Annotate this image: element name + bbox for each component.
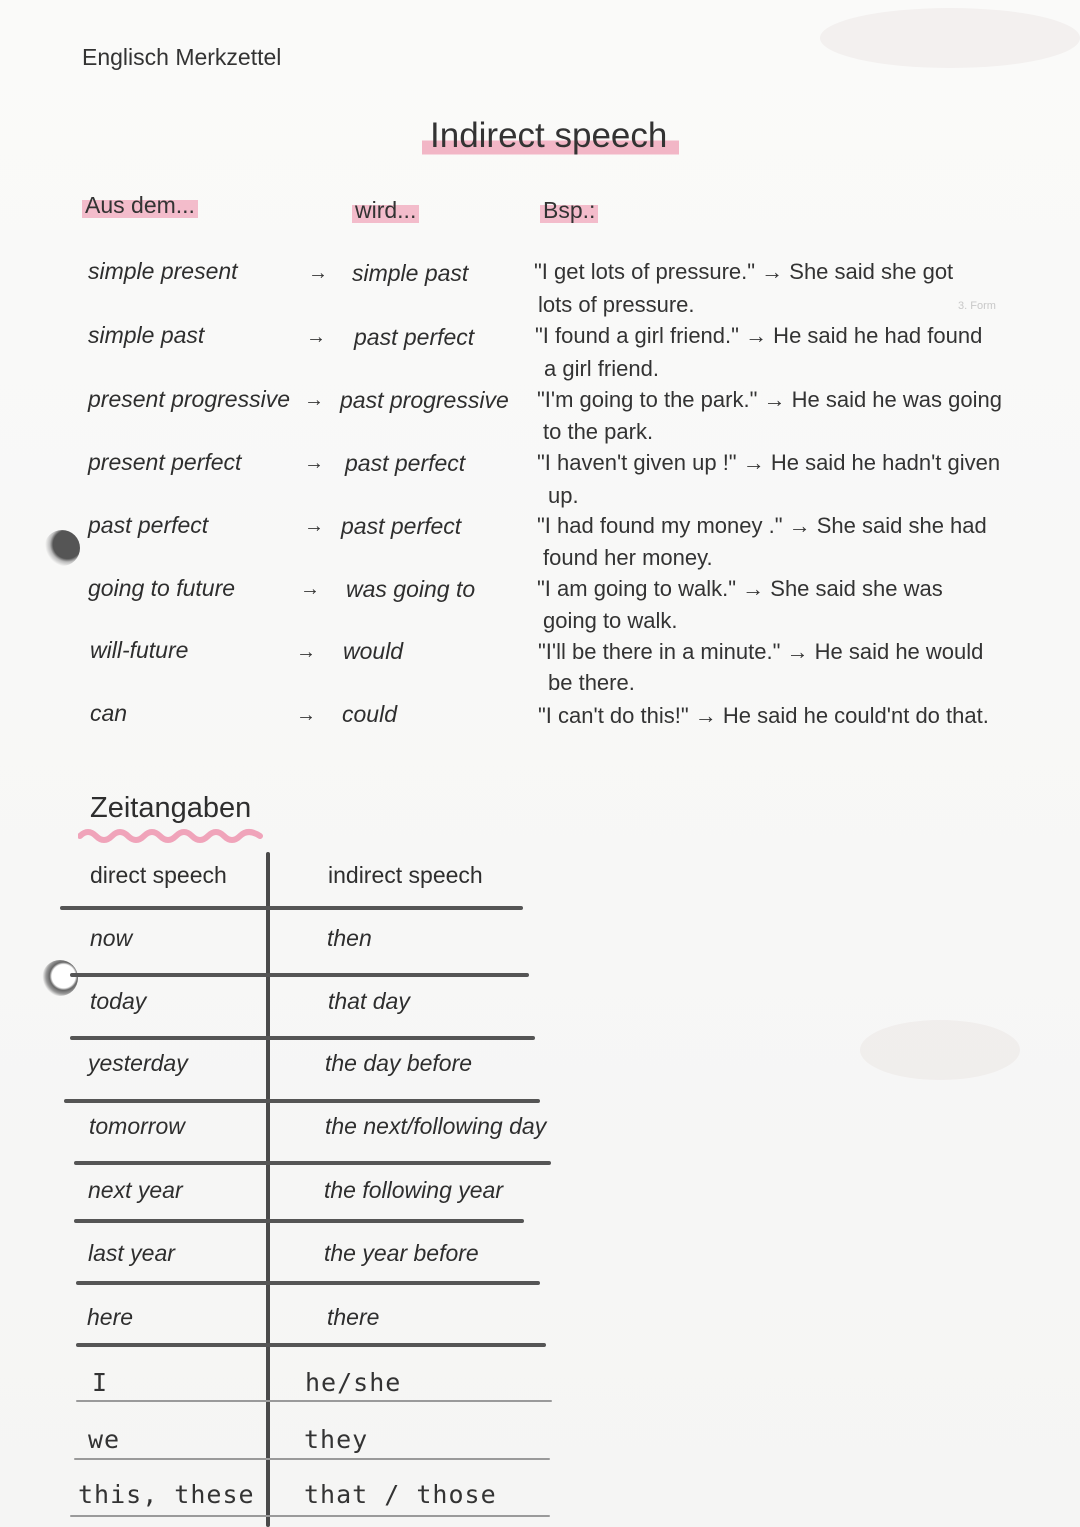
example-line: to the park.	[543, 419, 654, 444]
tense-from: past perfect	[88, 512, 209, 538]
table-rule	[76, 1343, 546, 1347]
pink-squiggle-underline	[78, 826, 264, 846]
header-note: Englisch Merkzettel	[82, 44, 282, 70]
arrow-icon: →	[306, 326, 326, 348]
table-cell-indirect: he/she	[305, 1368, 402, 1397]
table-cell-direct: yesterday	[88, 1050, 188, 1076]
table-rule	[74, 1458, 550, 1460]
paper-smudge	[820, 8, 1080, 68]
punch-hole-icon	[44, 530, 80, 566]
table-cell-indirect: that day	[328, 988, 410, 1014]
tense-to: past progressive	[340, 387, 509, 413]
table-rule	[64, 1099, 540, 1103]
example-line: "I get lots of pressure." → She said she got	[534, 259, 954, 284]
tense-to: past perfect	[341, 513, 462, 539]
example-line: "I can't do this!" → He said he could'nt do that.	[538, 703, 989, 728]
example-line: a girl friend.	[544, 356, 659, 381]
table-head-indirect: indirect speech	[328, 862, 483, 888]
table-cell-indirect: there	[327, 1304, 380, 1330]
column-label-from: Aus dem...	[82, 192, 198, 219]
tense-from: simple past	[88, 322, 205, 348]
tense-to: simple past	[352, 260, 469, 286]
example-line: "I'm going to the park." → He said he was going	[537, 387, 1002, 412]
arrow-icon: →	[304, 452, 324, 474]
table-cell-indirect: the following year	[324, 1177, 503, 1203]
table-rule	[60, 906, 523, 910]
table-rule	[76, 1281, 540, 1285]
column-label-example: Bsp.:	[540, 197, 598, 224]
arrow-icon: →	[304, 515, 324, 537]
table-cell-direct: I	[92, 1368, 109, 1397]
table-cell-indirect: the day before	[325, 1050, 473, 1076]
table-cell-indirect: the next/following day	[325, 1113, 547, 1139]
table-cell-indirect: then	[327, 925, 372, 951]
example-line: "I'll be there in a minute." → He said he would	[538, 639, 984, 664]
table-cell-direct: last year	[88, 1240, 175, 1266]
example-line: "I had found my money ." → She said she had	[537, 513, 987, 538]
tense-to: would	[343, 638, 404, 664]
tense-to: past perfect	[345, 450, 466, 476]
arrow-icon: →	[296, 641, 316, 663]
example-line: "I found a girl friend." → He said he had found	[535, 323, 983, 348]
tense-from: present perfect	[88, 449, 242, 475]
table-cell-indirect: the year before	[324, 1240, 479, 1266]
table-cell-direct: this, these	[78, 1480, 255, 1509]
table-cell-direct: today	[90, 988, 147, 1014]
table-cell-direct: tomorrow	[89, 1113, 185, 1139]
section-title: Zeitangaben	[90, 792, 252, 824]
paper-smudge	[860, 1020, 1020, 1080]
tense-from: present progressive	[88, 386, 290, 412]
tense-from: simple present	[88, 258, 238, 284]
table-divider	[266, 852, 270, 1527]
table-cell-indirect: that / those	[304, 1480, 497, 1509]
table-cell-direct: now	[90, 925, 133, 951]
example-line: be there.	[548, 670, 635, 695]
table-cell-direct: next year	[88, 1177, 183, 1203]
table-head-direct: direct speech	[90, 862, 227, 888]
example-line: "I haven't given up !" → He said he hadn't given	[537, 450, 1001, 475]
example-line: "I am going to walk." → She said she was	[537, 576, 943, 601]
table-rule	[74, 1219, 524, 1223]
example-line: found her money.	[543, 545, 713, 570]
arrow-icon: →	[304, 389, 324, 411]
tense-to: could	[342, 701, 397, 727]
table-rule	[74, 1161, 551, 1165]
tense-to: was going to	[346, 576, 476, 602]
tense-from: will-future	[90, 637, 189, 663]
table-rule	[70, 1036, 535, 1040]
table-rule	[70, 973, 529, 977]
table-rule	[70, 1515, 550, 1517]
tense-from: can	[90, 700, 128, 726]
arrow-icon: →	[300, 578, 320, 600]
example-line: up.	[548, 483, 579, 508]
table-rule	[76, 1400, 552, 1402]
example-line: lots of pressure.	[538, 292, 695, 317]
tense-from: going to future	[88, 575, 236, 601]
arrow-icon: →	[308, 262, 328, 284]
column-label-to: wird...	[352, 197, 419, 224]
punch-hole-icon	[42, 960, 78, 996]
example-line: going to walk.	[543, 608, 678, 633]
table-cell-indirect: they	[304, 1425, 369, 1454]
table-cell-direct: we	[88, 1425, 121, 1454]
page-title: Indirect speech	[422, 116, 679, 158]
margin-note: 3. Form	[958, 300, 996, 312]
arrow-icon: →	[296, 704, 316, 726]
tense-to: past perfect	[354, 324, 475, 350]
table-cell-direct: here	[87, 1304, 134, 1330]
